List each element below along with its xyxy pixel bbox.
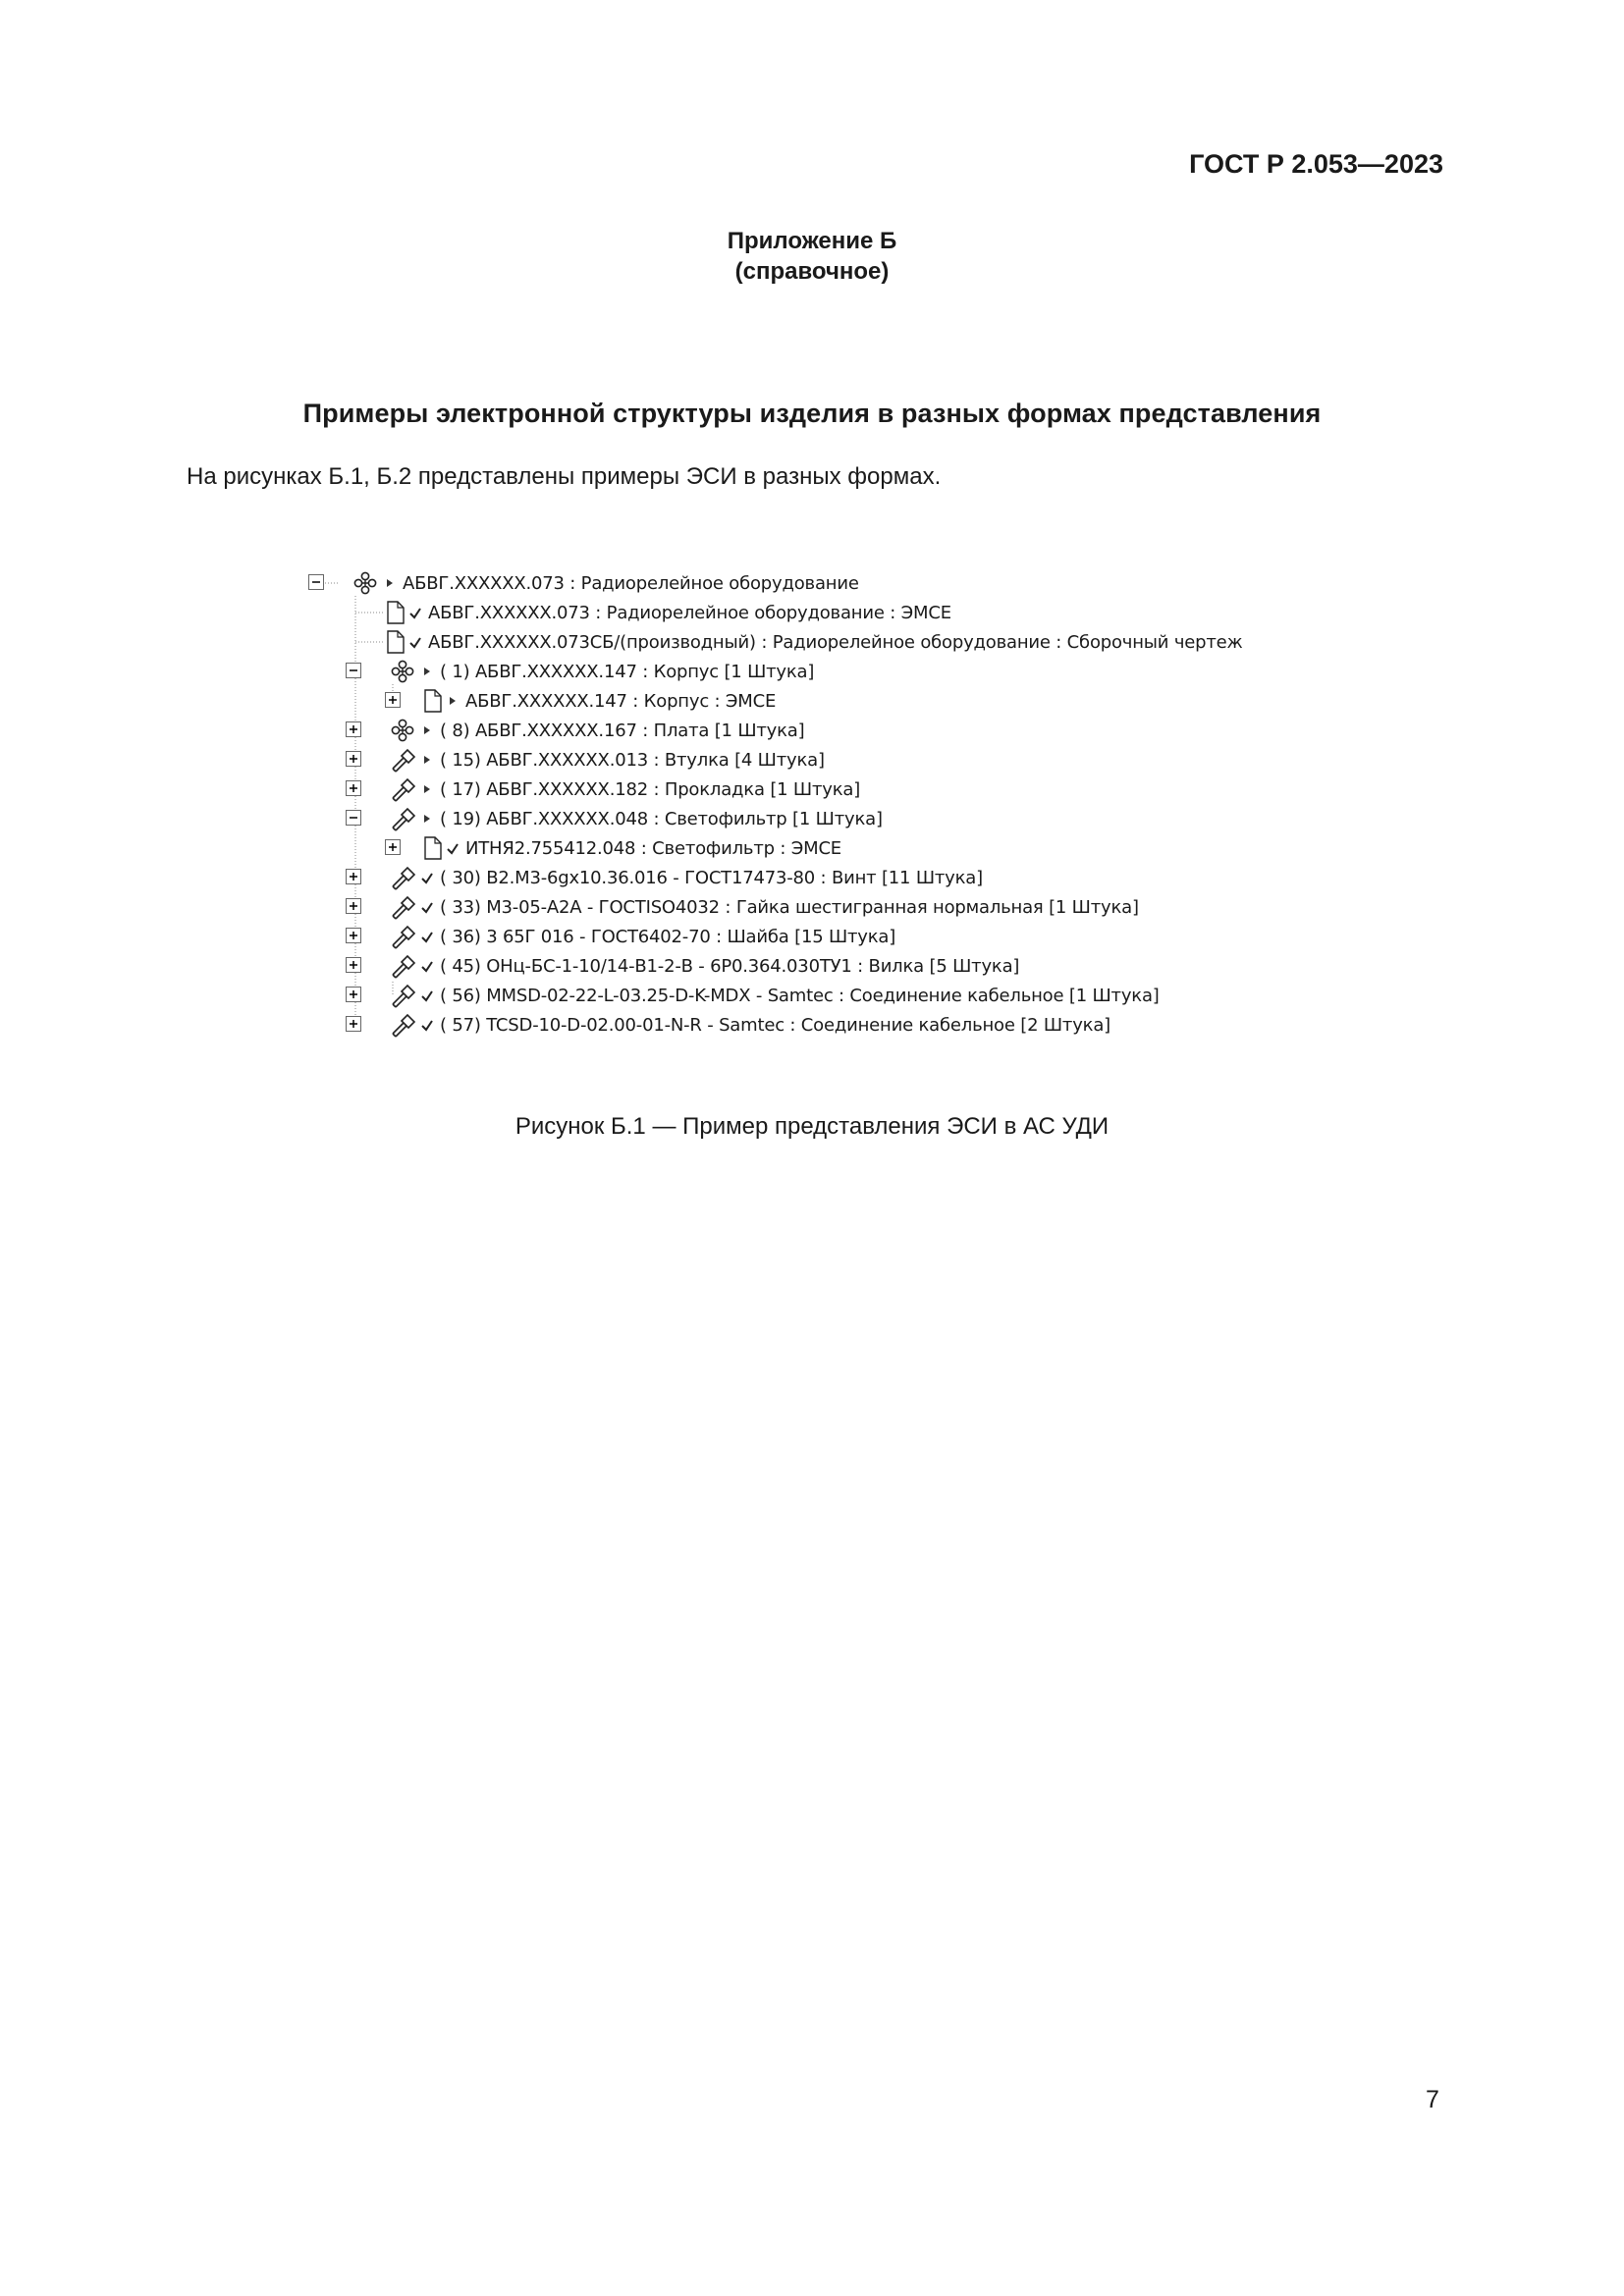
- tree-row[interactable]: [352, 568, 859, 598]
- part-icon: [389, 747, 418, 773]
- tree-row-label: АБВГ.XXXXXX.147 : Корпус : ЭМСЕ: [465, 690, 777, 712]
- expand-toggle[interactable]: [346, 1016, 362, 1033]
- arrow-icon: [420, 780, 434, 798]
- check-icon: [408, 633, 422, 651]
- part-icon: [389, 865, 418, 890]
- tree-row[interactable]: [389, 745, 825, 774]
- tree-row-label: АБВГ.XXXXXX.073 : Радиорелейное оборудование : ЭМСЕ: [428, 602, 951, 623]
- check-icon: [420, 898, 434, 916]
- tree-row[interactable]: [422, 686, 776, 716]
- arrow-icon: [420, 810, 434, 828]
- tree-row-label: ( 15) АБВГ.XXXXXX.013 : Втулка [4 Штука]: [440, 749, 825, 771]
- product-structure-tree: [295, 566, 1375, 1047]
- part-icon: [389, 776, 418, 802]
- expand-toggle[interactable]: [346, 928, 362, 944]
- part-icon: [389, 953, 418, 979]
- tree-row[interactable]: [389, 774, 860, 804]
- expand-toggle[interactable]: [346, 721, 362, 738]
- tree-row-label: ( 36) 3 65Г 016 - ГОСТ6402-70 : Шайба [15 Штука]: [440, 926, 896, 947]
- check-icon: [420, 1016, 434, 1034]
- appendix-title: Приложение Б: [727, 228, 897, 254]
- assembly-icon: [389, 718, 418, 743]
- collapse-toggle[interactable]: [308, 574, 325, 591]
- document-icon: [422, 688, 444, 714]
- arrow-icon: [420, 663, 434, 680]
- arrow-icon: [420, 721, 434, 739]
- tree-row-label: ИТНЯ2.755412.048 : Светофильтр : ЭМСЕ: [465, 837, 841, 859]
- document-icon: [422, 835, 444, 861]
- assembly-icon: [389, 659, 418, 684]
- document-icon: [385, 629, 406, 655]
- part-icon: [389, 983, 418, 1008]
- tree-row-label: АБВГ.XXXXXX.073 : Радиорелейное оборудование: [403, 572, 859, 594]
- tree-row-label: ( 8) АБВГ.XXXXXX.167 : Плата [1 Штука]: [440, 720, 805, 741]
- part-icon: [389, 924, 418, 949]
- tree-row[interactable]: [422, 833, 841, 863]
- collapse-toggle[interactable]: [346, 663, 362, 679]
- arrow-icon: [446, 692, 460, 710]
- check-icon: [408, 604, 422, 621]
- tree-row[interactable]: [385, 598, 951, 627]
- tree-row-label: ( 1) АБВГ.XXXXXX.147 : Корпус [1 Штука]: [440, 661, 815, 682]
- tree-row-label: ( 30) В2.М3-6gx10.36.016 - ГОСТ17473-80 : Винт [11 Штука]: [440, 867, 983, 888]
- tree-row-label: ( 45) ОНц-БС-1-10/14-В1-2-В - 6Р0.364.030ТУ1 : Вилка [5 Штука]: [440, 955, 1020, 977]
- part-icon: [389, 1012, 418, 1038]
- arrow-icon: [383, 574, 397, 592]
- tree-row[interactable]: [389, 922, 895, 951]
- tree-row[interactable]: [389, 716, 804, 745]
- tree-row[interactable]: [389, 892, 1139, 922]
- tree-row-label: ( 19) АБВГ.XXXXXX.048 : Светофильтр [1 Штука]: [440, 808, 883, 829]
- expand-toggle[interactable]: [385, 692, 402, 709]
- tree-row[interactable]: [389, 951, 1019, 981]
- check-icon: [420, 957, 434, 975]
- check-icon: [420, 869, 434, 886]
- tree-row[interactable]: [389, 981, 1160, 1010]
- expand-toggle[interactable]: [346, 780, 362, 797]
- tree-row-label: АБВГ.XXXXXX.073СБ/(производный) : Радиорелейное оборудование : Сборочный чертеж: [428, 631, 1243, 653]
- part-icon: [389, 894, 418, 920]
- page-number: 7: [1426, 2086, 1439, 2113]
- tree-row[interactable]: [385, 627, 1243, 657]
- tree-row[interactable]: [389, 863, 983, 892]
- arrow-icon: [420, 751, 434, 769]
- collapse-toggle[interactable]: [346, 810, 362, 827]
- appendix-subtitle: (справочное): [734, 258, 890, 285]
- standard-code: ГОСТ Р 2.053—2023: [1189, 149, 1443, 179]
- tree-row[interactable]: [389, 804, 883, 833]
- part-icon: [389, 806, 418, 831]
- tree-row-label: ( 57) TCSD-10-D-02.00-01-N-R - Samtec : Соединение кабельное [2 Штука]: [440, 1014, 1110, 1036]
- check-icon: [420, 987, 434, 1004]
- expand-toggle[interactable]: [385, 839, 402, 856]
- assembly-icon: [352, 570, 381, 596]
- document-icon: [385, 600, 406, 625]
- figure-caption: Рисунок Б.1 — Пример представления ЭСИ в АС УДИ: [514, 1113, 1110, 1140]
- tree-row[interactable]: [389, 657, 814, 686]
- tree-row-label: ( 33) М3-05-А2А - ГОСТISO4032 : Гайка шестигранная нормальная [1 Штука]: [440, 896, 1139, 918]
- tree-row-label: ( 56) MMSD-02-22-L-03.25-D-K-MDX - Samtec : Соединение кабельное [1 Штука]: [440, 985, 1160, 1006]
- expand-toggle[interactable]: [346, 957, 362, 974]
- intro-paragraph: На рисунках Б.1, Б.2 представлены примеры ЭСИ в разных формах.: [187, 463, 942, 490]
- expand-toggle[interactable]: [346, 987, 362, 1003]
- check-icon: [420, 928, 434, 945]
- section-title: Примеры электронной структуры изделия в разных формах представления: [302, 399, 1322, 428]
- expand-toggle[interactable]: [346, 869, 362, 885]
- check-icon: [446, 839, 460, 857]
- tree-row[interactable]: [389, 1010, 1110, 1040]
- expand-toggle[interactable]: [346, 751, 362, 768]
- expand-toggle[interactable]: [346, 898, 362, 915]
- tree-row-label: ( 17) АБВГ.XXXXXX.182 : Прокладка [1 Штука]: [440, 778, 861, 800]
